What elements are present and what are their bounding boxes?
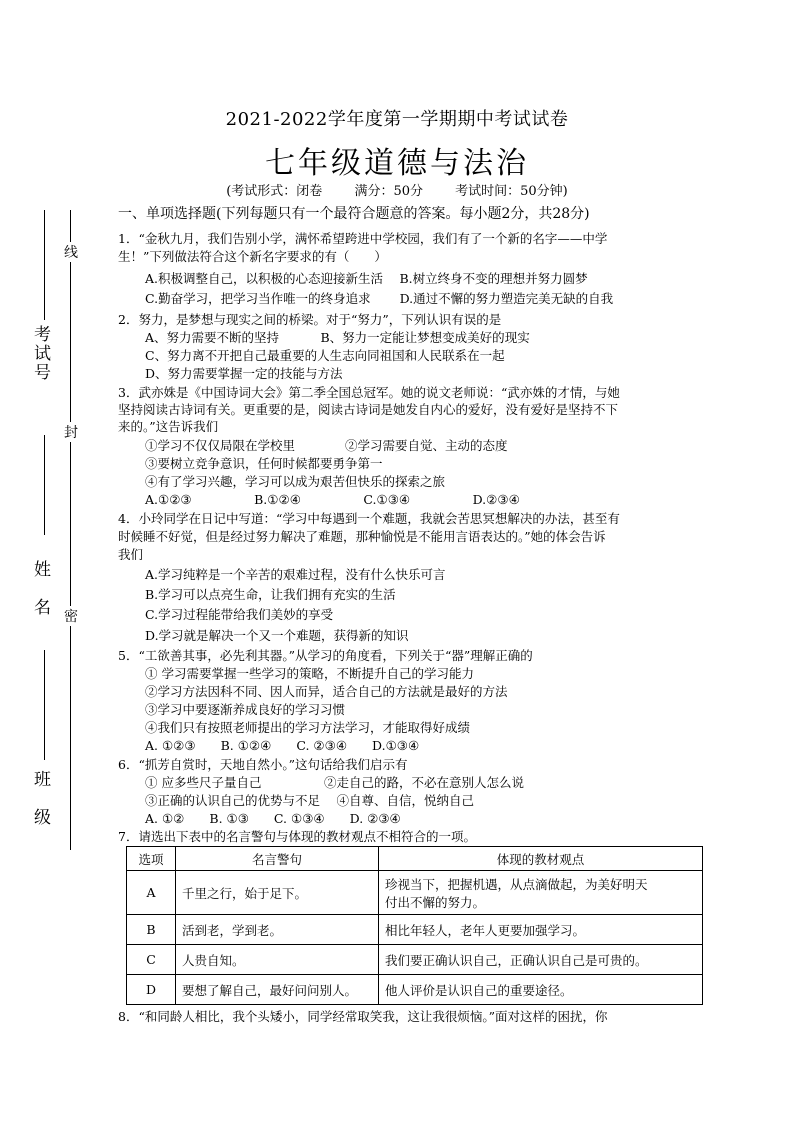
q4-option-d: D.学习就是解决一个又一个难题，获得新的知识 (145, 628, 409, 643)
table-cell-quote: 人贵自知。 (176, 945, 379, 975)
q4-option-b: B.学习可以点亮生命，让我们拥有充实的生活 (145, 587, 396, 602)
table-row (127, 975, 703, 1005)
field-underline-class (44, 650, 45, 760)
q3-stem-cont2: 来的。”这告诉我们 (118, 419, 219, 434)
field-label-exam-number: 考试号 (30, 325, 50, 382)
q3-statement-3: ③要树立竞争意识，任何时候都要勇争第一 (145, 456, 383, 471)
q3-options: A.①②③ B.①②④ C.①③④ D.②③④ (145, 492, 520, 507)
q2-stem: 2．努力，是梦想与现实之间的桥梁。对于“努力”，下列认识有误的是 (118, 312, 502, 327)
q6-stem: 6．“抓芳自赏时，天地自然小。”这句话给我们启示有 (118, 757, 408, 772)
q1-stem: 1．“金秋九月，我们告别小学，满怀希望跨进中学校园，我们有了一个新的名字——中学 (118, 231, 608, 246)
table-cell-option: C (127, 945, 176, 975)
table-header-quote: 名言警句 (176, 847, 379, 871)
field-label-class: 班 级 (30, 770, 50, 827)
table-cell-viewpoint: 相比年轻人，老年人更要加强学习。 (379, 915, 703, 945)
q7-table (126, 846, 703, 1005)
exam-title: 2021-2022学年度第一学期期中考试试卷 (225, 109, 569, 130)
q5-stem: 5．“工欲善其事，必先利其器。”从学习的角度看，下列关于“器”理解正确的 (118, 648, 533, 663)
q3-stem: 3．武亦姝是《中国诗词大会》第二季全国总冠军。她的说文老师说：“武亦姝的才情，与她 (118, 385, 620, 400)
table-cell-quote: 活到老，学到老。 (176, 915, 379, 945)
q6-options: A. ①② B. ①③ C. ①③④ D. ②③④ (145, 811, 401, 826)
q5-statement-3: ③学习中要逐渐养成良好的学习习惯 (145, 702, 346, 717)
q5-statement-2: ②学习方法因科不同、因人而异，适合自己的方法就是最好的方法 (145, 684, 508, 699)
section-heading: 一、单项选择题(下列每题只有一个最符合题意的答案。每小题2分，共28分) (118, 206, 590, 222)
q6-statement-12: ① 应多些尺子量自己 ②走自己的路，不必在意别人怎么说 (145, 775, 524, 790)
q2-option-d: D、努力需要掌握一定的技能与方法 (145, 366, 343, 381)
q4-option-c: C.学习过程能带给我们美妙的享受 (145, 607, 334, 622)
q3-statement-12: ①学习不仅仅局限在学校里 ②学习需要自觉、主动的态度 (145, 438, 508, 453)
q5-statement-4: ④我们只有按照老师提出的学习方法学习，才能取得好成绩 (145, 720, 471, 735)
table-row (127, 945, 703, 975)
table-cell-option: B (127, 915, 176, 945)
subject-title: 七年级道德与法治 (265, 146, 529, 181)
q2-option-c: C、努力离不开把自己最重要的人生志向同祖国和人民联系在一起 (145, 348, 505, 363)
table-header-viewpoint: 体现的教材观点 (379, 847, 703, 871)
exam-time: 考试时间：50分钟) (455, 184, 568, 199)
q7-stem: 7．请选出下表中的名言警句与体现的教材观点不相符合的一项。 (118, 829, 476, 844)
binding-line (70, 210, 71, 850)
q3-stem-cont: 坚持阅读古诗词有关。更重要的是，阅读古诗词是她发自内心的爱好，没有爱好是坚持不下 (118, 402, 619, 417)
q2-option-ab: A、努力需要不断的坚持 B、努力一定能让梦想变成美好的现实 (145, 330, 530, 345)
q8-stem: 8．“和同龄人相比，我个头矮小，同学经常取笑我，这让我很烦恼。”面对这样的困扰，你 (118, 1009, 608, 1024)
q5-options: A. ①②③ B. ①②④ C. ②③④ D.①③④ (145, 738, 420, 753)
full-score: 满分：50分 (354, 184, 423, 199)
table-cell-viewpoint (379, 871, 703, 915)
exam-format: (考试形式：闭卷 (226, 184, 323, 199)
seal-mark-seal: 封 (64, 422, 78, 442)
seal-mark-secret: 密 (64, 606, 78, 626)
table-cell-viewpoint: 他人评价是认识自己的重要途径。 (379, 975, 703, 1005)
viewpoint-line-1: 珍视当下，把握机遇，从点滴做起，为美好明天 (385, 876, 648, 892)
field-underline-name (44, 435, 45, 535)
q1-options-ab: A.积极调整自己，以积极的心态迎接新生活 B.树立终身不变的理想并努力圆梦 (145, 271, 588, 286)
table-cell-quote: 千里之行，始于足下。 (176, 871, 379, 915)
table-cell-option: A (127, 871, 176, 915)
q5-statement-1: ① 学习需要掌握一些学习的策略，不断提升自己的学习能力 (145, 666, 474, 681)
q1-stem-cont: 生！”下列做法符合这个新名字要求的有（ ） (118, 249, 387, 264)
q4-stem-cont: 时候睡不好觉，但是经过努力解决了难题，那种愉悦是不能用言语表达的。”她的体会告诉 (118, 529, 606, 544)
seal-mark-line: 线 (64, 242, 78, 262)
q1-options-cd: C.勤奋学习，把学习当作唯一的终身追求 D.通过不懈的努力塑造完美无缺的自我 (145, 291, 614, 306)
q4-option-a: A.学习纯粹是一个辛苦的艰难过程，没有什么快乐可言 (145, 567, 446, 582)
table-row (127, 915, 703, 945)
viewpoint-line-2: 付出不懈的努力。 (385, 894, 486, 910)
q6-statement-34: ③正确的认识自己的优势与不足 ④自尊、自信，悦纳自己 (145, 793, 474, 808)
q4-stem-cont2: 我们 (118, 547, 144, 562)
table-cell-option: D (127, 975, 176, 1005)
field-underline-exam-number (44, 210, 45, 320)
field-label-name: 姓 名 (30, 560, 50, 617)
table-header-row (127, 847, 703, 871)
q3-statement-4: ④有了学习兴趣，学习可以成为艰苦但快乐的探索之旅 (145, 474, 446, 489)
q4-stem: 4．小玲同学在日记中写道：“学习中每遇到一个难题，我就会苦思冥想解决的办法，甚至有 (118, 511, 620, 526)
table-header-option: 选项 (127, 847, 176, 871)
table-cell-viewpoint: 我们要正确认识自己，正确认识自己是可贵的。 (379, 945, 703, 975)
exam-info (0, 180, 794, 199)
table-row (127, 871, 703, 915)
table-cell-quote: 要想了解自己，最好问问别人。 (176, 975, 379, 1005)
